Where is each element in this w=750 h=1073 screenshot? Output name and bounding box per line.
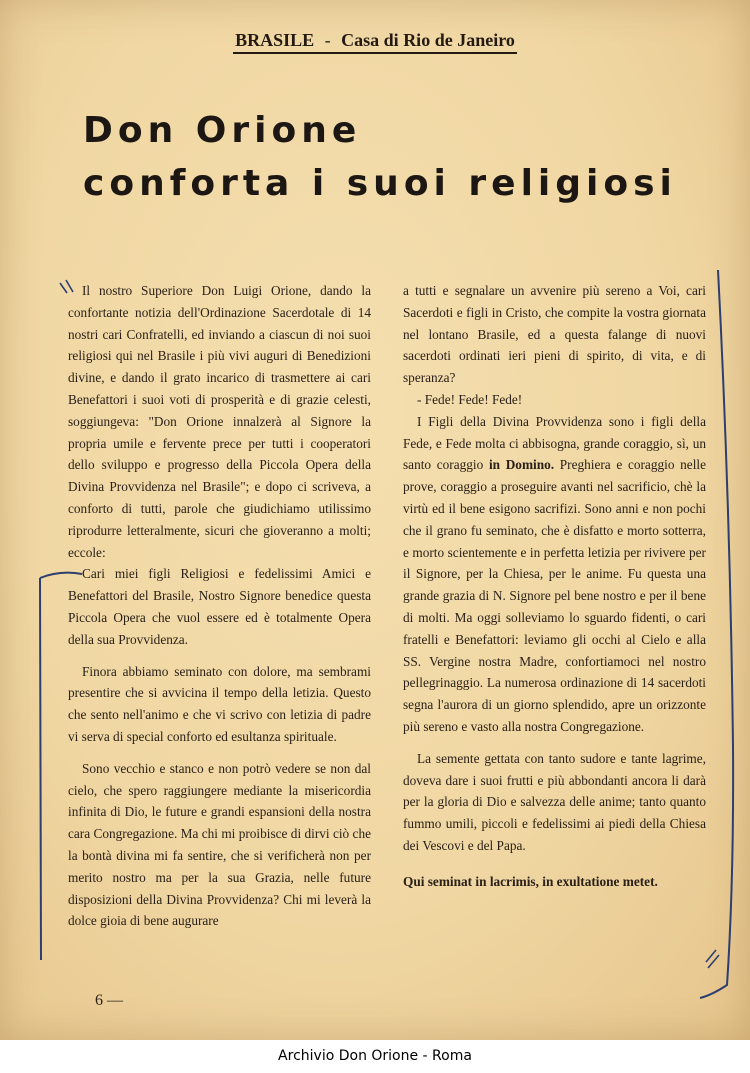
paragraph: Cari miei figli Religiosi e fedelissimi Amici e Benefattori del Brasile, Nostro Signore benedice questa Piccola Opera che vuol essere ed è totalmente Opera della sua Provvidenza. <box>68 566 371 647</box>
text-run: I Figli della Divina Provvidenza sono i figli della Fede, e Fede molta ci abbisogna, grande coraggio, sì, un santo coraggio <box>403 413 706 473</box>
article-title-line-2: conforta i suoi religiosi <box>83 163 677 204</box>
running-header <box>0 30 750 54</box>
page-number: 6 — <box>95 992 123 1009</box>
paragraph: Sono vecchio e stanco e non potrò vedere se non dal cielo, che spero raggiungere mediante la misericordia infinita di Dio, le future e grandi espansioni della nostra cara Congregazione. Ma chi mi proibisce di dirvi ciò che la bontà divina mi fa sentire, che si verificherà non per merito nostro ma per la sua Grazia, nelle future disposizioni della Divina Provvidenza? Chi mi leverà la dolce gioia di bene augurare <box>68 760 371 929</box>
paragraph: a tutti e segnalare un avvenire più sereno a Voi, cari Sacerdoti e figli in Cristo, che compite la vostra giornata nel lontano Brasile, ed a questa falange di nuovi sacerdoti ordinati ieri pieni di spirito, di vita, e di speranza? <box>403 283 706 386</box>
closing-quote: Qui seminat in lacrimis, in exultatione metet. <box>403 873 658 889</box>
archive-footer <box>0 1040 750 1073</box>
header-country: BRASILE <box>235 30 315 50</box>
footer-label: Archivio Don Orione - Roma <box>278 1048 472 1064</box>
article-title-line-1: Don Orione <box>83 110 362 151</box>
paragraph: La semente gettata con tanto sudore e tante lagrime, doveva dare i suoi frutti e più abbondanti ancora li darà per la gloria di Dio e salvezza delle anime; tanto quanto fummo umili, piccoli e fedelissimi ai piedi della Chiesa dei Vescovi e del Papa. <box>403 750 706 853</box>
paragraph <box>403 411 706 738</box>
paragraph: Finora abbiamo seminato con dolore, ma sembrami presentire che si avvicina il tempo della letizia. Questo che sento nell'animo e che vi scrivo con letizia di padre vi serva di special conforto ed esultanza spirituale. <box>68 663 371 744</box>
text-run: Preghiera e coraggio nelle prove, coraggio a proseguire avanti nel sacrificio, chè la virtù ed il bene esigono sacrifizi. Sono anni e non pochi che il grano fu seminato, che è disfatto e morto sotterra, e morto scientemente e in perfetta letizia per rivivere per il Signore, per la Chiesa, per le anime. Fu questa una grande grazia di N. Signore pel bene nostro e per il bene di molti. Ma oggi solleviamo lo sguardo fidenti, o cari fratelli e Benefattori: leviamo gli occhi al Cielo e alla SS. Vergine nostra Madre, confortiamoci nel nostro pellegrinaggio. La numerosa ordinazione di 14 sacerdoti segna l'aurora di un giorno splendido, apre un orizzonte più sereno e vasto alla nostra Congregazione. <box>403 457 706 734</box>
paragraph: - Fede! Fede! Fede! <box>417 391 523 407</box>
right-column <box>403 280 706 893</box>
header-house: Casa di Rio de Janeiro <box>341 30 515 50</box>
left-column <box>68 280 371 932</box>
emphasis-in-domino: in Domino. <box>488 457 555 473</box>
paragraph: Il nostro Superiore Don Luigi Orione, dando la confortante notizia dell'Ordinazione Sacerdotale di 14 nostri cari Confratelli, ed inviando a ciascun di noi suoi religiosi qui nel Brasile i più vivi auguri di Benedizioni divine, e dando il grato incarico di trasmettere ai cari Benefattori i suoi voti di prosperità e di grazie celesti, soggiungeva: "Don Orione innalzerà al Signore la propria umile e fervente prece per tutti i cooperatori dello sviluppo e progresso della Piccola Opera della Divina Provvidenza nel Brasile"; e dopo ci scriveva, a conforto di tutti, parole che giudichiamo utilissimo riprodurre letteralmente, sicuri che gioveranno a molti; eccole: <box>68 283 371 560</box>
end-tick-mark <box>706 950 719 968</box>
header-separator: - <box>324 30 331 50</box>
